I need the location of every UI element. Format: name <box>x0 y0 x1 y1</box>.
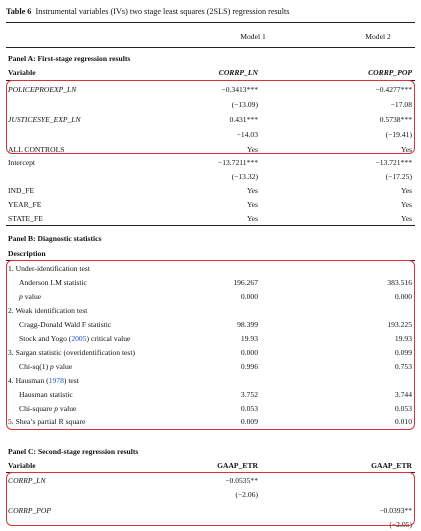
table-row <box>6 213 415 225</box>
dep-var-model-1: GAAP_ETR <box>217 461 258 470</box>
table-row <box>6 403 415 415</box>
table-row <box>6 129 415 141</box>
table-row <box>6 114 415 126</box>
row-label-italic: p <box>54 404 59 413</box>
model-1-value: 196.267 <box>233 278 258 287</box>
model-1-value: 19.93 <box>240 334 258 343</box>
table-row <box>6 263 415 275</box>
row-label <box>8 375 79 387</box>
variable-label: Variable <box>8 68 36 77</box>
table-row <box>6 99 415 111</box>
table-row <box>6 519 415 531</box>
model-2-value: 383.516 <box>387 278 412 287</box>
row-label-text: 4. Hausman ( <box>8 376 49 385</box>
model-1-value: Yes <box>246 200 258 209</box>
table-row <box>6 389 415 401</box>
model-1-value: 0.000 <box>240 348 258 357</box>
table-row <box>6 171 415 183</box>
model-1-value: −13.7211*** <box>217 158 258 167</box>
model-2-value: 0.099 <box>394 348 412 357</box>
table-row <box>6 475 415 487</box>
panel-c-rule <box>6 472 415 473</box>
row-label-text: ) test <box>63 376 79 385</box>
row-label: POLICEPROEXP_LN <box>8 85 77 94</box>
panel-a-title: Panel A: First-stage regression results <box>8 54 131 63</box>
header-rule <box>6 47 415 48</box>
top-rule <box>6 22 415 23</box>
row-label-text: value <box>58 404 77 413</box>
row-label-text: Chi-square <box>19 404 55 413</box>
row-label: JUSTICESYE_EXP_LN <box>8 115 81 124</box>
row-label-text: ) critical value <box>86 334 131 343</box>
model-2-value: (−2.05) <box>389 520 412 529</box>
model-1-value: 98.399 <box>237 320 258 329</box>
row-label: Intercept <box>8 158 35 167</box>
dep-var-model-2: GAAP_ETR <box>371 461 412 470</box>
table-row <box>6 157 415 169</box>
model-2-value: Yes <box>400 145 412 154</box>
model-1-value: (−13.32) <box>231 172 258 181</box>
model-2-value: 0.053 <box>394 404 412 413</box>
model-1-value: 0.996 <box>240 362 258 371</box>
model-1-value: 0.053 <box>240 404 258 413</box>
row-label: 3. Sargan statistic (overidentification test) <box>8 348 136 357</box>
row-label-text: Chi-sq(1) <box>19 362 51 371</box>
table-row <box>6 416 415 428</box>
panel-a-bottom-rule <box>6 225 415 226</box>
description-label: Description <box>8 249 46 258</box>
model-1-value: −0.3413*** <box>221 85 258 94</box>
model-1-value: (−13.09) <box>231 100 258 109</box>
row-label-italic: p <box>19 292 23 301</box>
panel-b-description-row <box>6 248 415 260</box>
row-label-text: value <box>53 362 73 371</box>
row-label: 2. Weak identification test <box>8 306 88 315</box>
panel-b-rule <box>6 260 415 261</box>
table-row <box>6 305 415 317</box>
citation-link[interactable]: 2005 <box>71 334 87 343</box>
model-1-value: 0.009 <box>240 417 258 426</box>
panel-a-rule <box>6 80 415 81</box>
row-label: CORRP_POP <box>8 506 52 515</box>
model-2-value: −0.4277*** <box>375 85 412 94</box>
table-row <box>6 144 415 156</box>
panel-c-variable-row <box>6 460 415 472</box>
table-row <box>6 361 415 373</box>
table-row <box>6 489 415 501</box>
row-label: Cragg-Donald Wald F statistic <box>19 320 112 329</box>
model-1-header: Model 1 <box>240 32 266 41</box>
table-title: Instrumental variables (IVs) two stage least squares (2SLS) regression results <box>35 7 290 16</box>
table-caption <box>6 7 289 16</box>
row-label: YEAR_FE <box>8 200 42 209</box>
table-row <box>6 185 415 197</box>
row-label <box>19 333 130 345</box>
table-number: Table 6 <box>6 7 32 16</box>
model-2-value: (−19.41) <box>385 130 412 139</box>
model-2-value: 0.010 <box>394 417 412 426</box>
model-header-row <box>6 31 415 43</box>
model-2-value: 0.000 <box>394 292 412 301</box>
table-row <box>6 347 415 359</box>
dep-var-model-1: CORRP_LN <box>218 68 258 77</box>
table-row <box>6 319 415 331</box>
model-2-value: −13.721*** <box>375 158 412 167</box>
model-2-value: −0.0393** <box>379 506 412 515</box>
model-1-value: (−2.06) <box>235 490 258 499</box>
model-2-value: 19.93 <box>394 334 412 343</box>
model-2-value: 0.5738*** <box>379 115 412 124</box>
model-2-header: Model 2 <box>365 32 391 41</box>
model-1-value: 0.000 <box>240 292 258 301</box>
model-1-value: −0.0535** <box>225 476 258 485</box>
row-label-text: value <box>22 292 42 301</box>
model-1-value: −14.03 <box>236 130 258 139</box>
table-row <box>6 291 415 303</box>
row-label: ALL CONTROLS <box>8 145 65 154</box>
table-row <box>6 199 415 211</box>
table-row <box>6 84 415 96</box>
row-label: Anderson LM statistic <box>19 278 87 287</box>
model-2-value: Yes <box>400 186 412 195</box>
panel-b-title: Panel B: Diagnostic statistics <box>8 234 102 243</box>
row-label: IND_FE <box>8 186 35 195</box>
model-2-value: −17.08 <box>390 100 412 109</box>
table-row <box>6 333 415 345</box>
row-label <box>19 361 72 373</box>
row-label: 5. Shea’s partial R square <box>8 417 86 426</box>
row-label: Hausman statistic <box>19 390 73 399</box>
dep-var-model-2: CORRP_POP <box>368 68 412 77</box>
row-label-italic: p <box>50 362 54 371</box>
model-1-value: 3.752 <box>240 390 258 399</box>
model-2-value: 0.753 <box>394 362 412 371</box>
model-1-value: 0.431*** <box>229 115 258 124</box>
row-label <box>19 403 76 415</box>
model-1-value: Yes <box>246 214 258 223</box>
row-label <box>19 291 41 303</box>
row-label-text: Stock and Yogo ( <box>19 334 72 343</box>
row-label: STATE_FE <box>8 214 43 223</box>
row-label: 1. Under-identification test <box>8 264 90 273</box>
table-row <box>6 277 415 289</box>
variable-label: Variable <box>8 461 36 470</box>
panel-c-title: Panel C: Second-stage regression results <box>8 447 139 456</box>
panel-a-variable-row <box>6 67 415 79</box>
model-2-value: (−17.25) <box>385 172 412 181</box>
model-2-value: 193.225 <box>387 320 412 329</box>
table-row <box>6 375 415 387</box>
citation-link[interactable]: 1978 <box>48 376 64 385</box>
model-2-value: Yes <box>400 214 412 223</box>
model-2-value: 3.744 <box>394 390 412 399</box>
model-1-value: Yes <box>246 145 258 154</box>
model-1-value: Yes <box>246 186 258 195</box>
model-2-value: Yes <box>400 200 412 209</box>
row-label: CORRP_LN <box>8 476 46 485</box>
table-row <box>6 505 415 517</box>
